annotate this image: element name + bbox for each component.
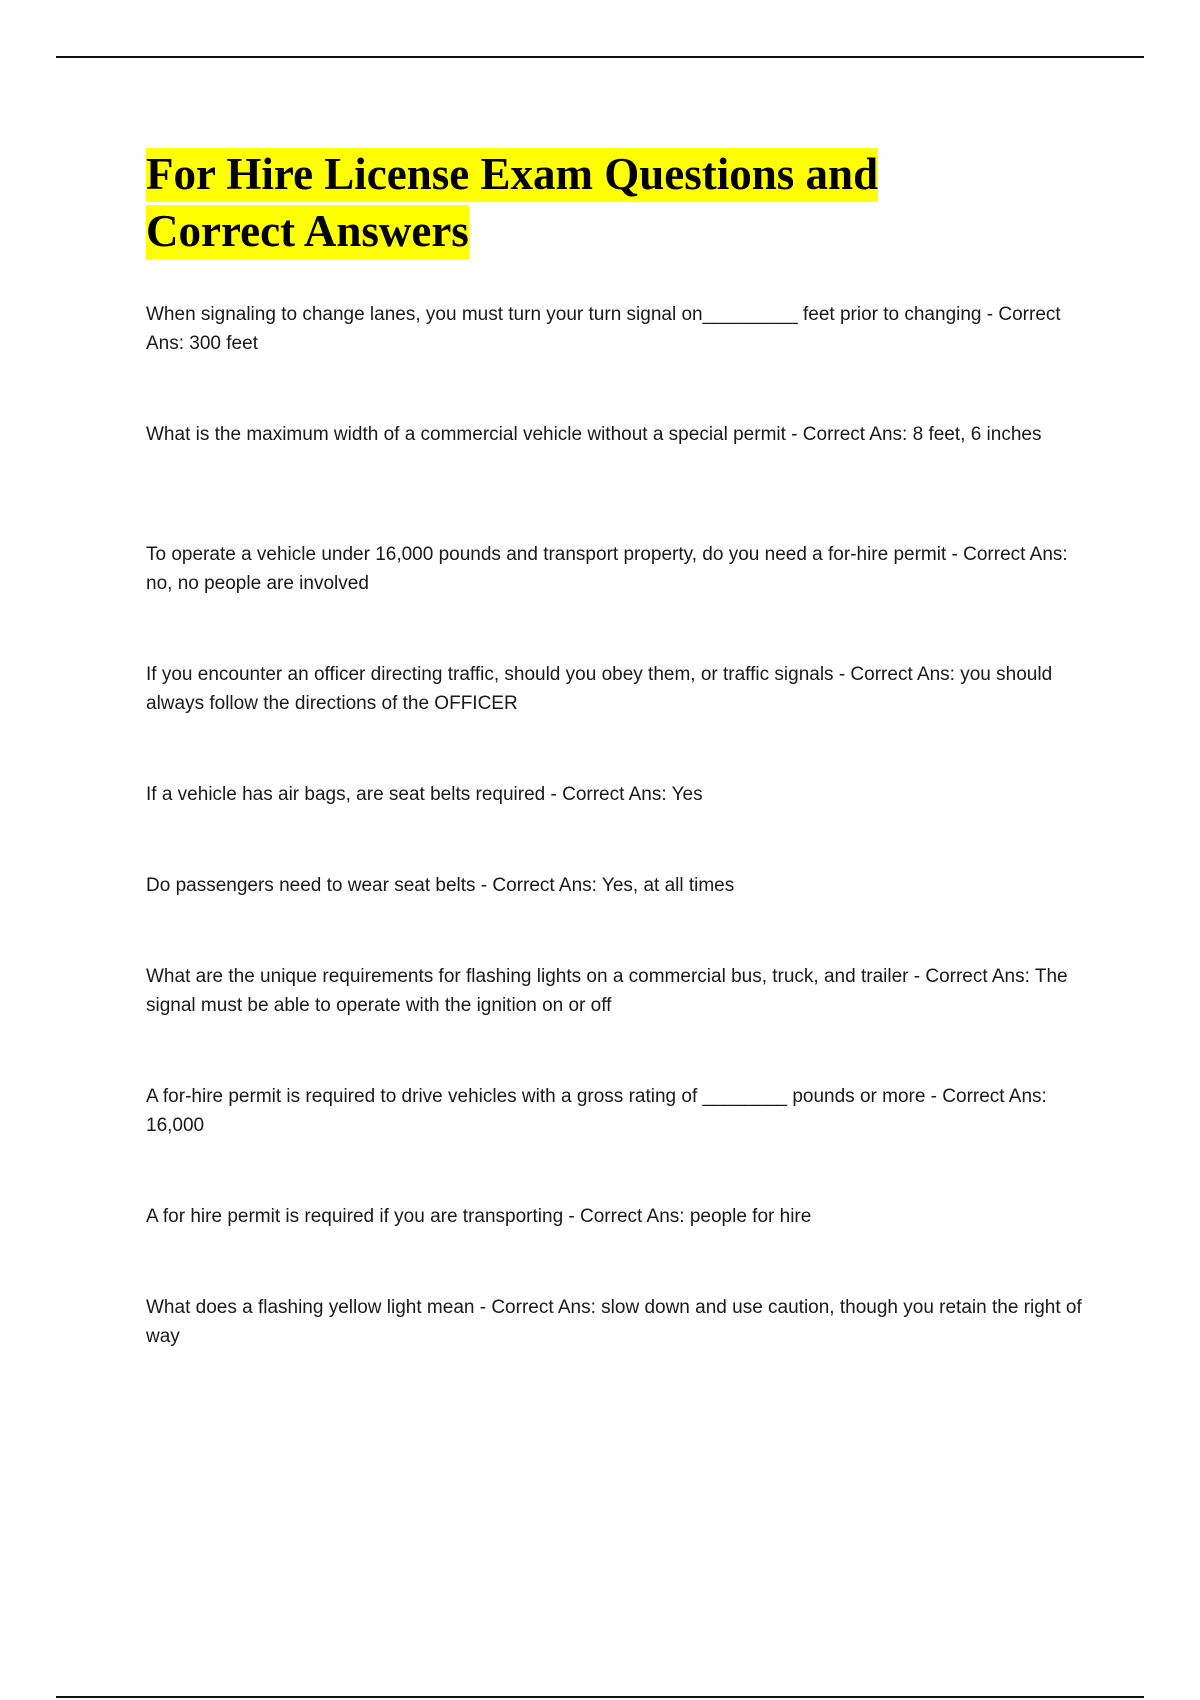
qa-item: If you encounter an officer directing traffic, should you obey them, or traffic signals - Correct Ans: you should always follow the directions of the OFFICER [146, 664, 1053, 714]
qa-item: What are the unique requirements for flashing lights on a commercial bus, truck, and trailer - Correct Ans: The signal must be able to operate with the ignition on or off [146, 966, 1068, 1016]
qa-item: What does a flashing yellow light mean - Correct Ans: slow down and use caution, though you retain the right of way [146, 1297, 1082, 1347]
title-line-2: Correct Answers [146, 205, 469, 259]
qa-item: A for-hire permit is required to drive vehicles with a gross rating of ________ pounds or more - Correct Ans: 16,000 [146, 1086, 1047, 1136]
title-line-1: For Hire License Exam Questions and [146, 148, 878, 202]
qa-item: If a vehicle has air bags, are seat belts required - Correct Ans: Yes [146, 784, 703, 805]
document-title [146, 146, 1046, 260]
top-rule [56, 56, 1144, 58]
qa-item: Do passengers need to wear seat belts - Correct Ans: Yes, at all times [146, 875, 735, 896]
qa-item: When signaling to change lanes, you must turn your turn signal on_________ feet prior to changing - Correct Ans: 300 feet [146, 304, 1061, 354]
bottom-rule [56, 1696, 1144, 1698]
qa-item: What is the maximum width of a commercial vehicle without a special permit - Correct Ans: 8 feet, 6 inches [146, 424, 1042, 445]
qa-list [146, 300, 1086, 1413]
qa-item: To operate a vehicle under 16,000 pounds and transport property, do you need a for-hire permit - Correct Ans: no, no people are involved [146, 544, 1068, 594]
qa-item: A for hire permit is required if you are transporting - Correct Ans: people for hire [146, 1206, 812, 1227]
